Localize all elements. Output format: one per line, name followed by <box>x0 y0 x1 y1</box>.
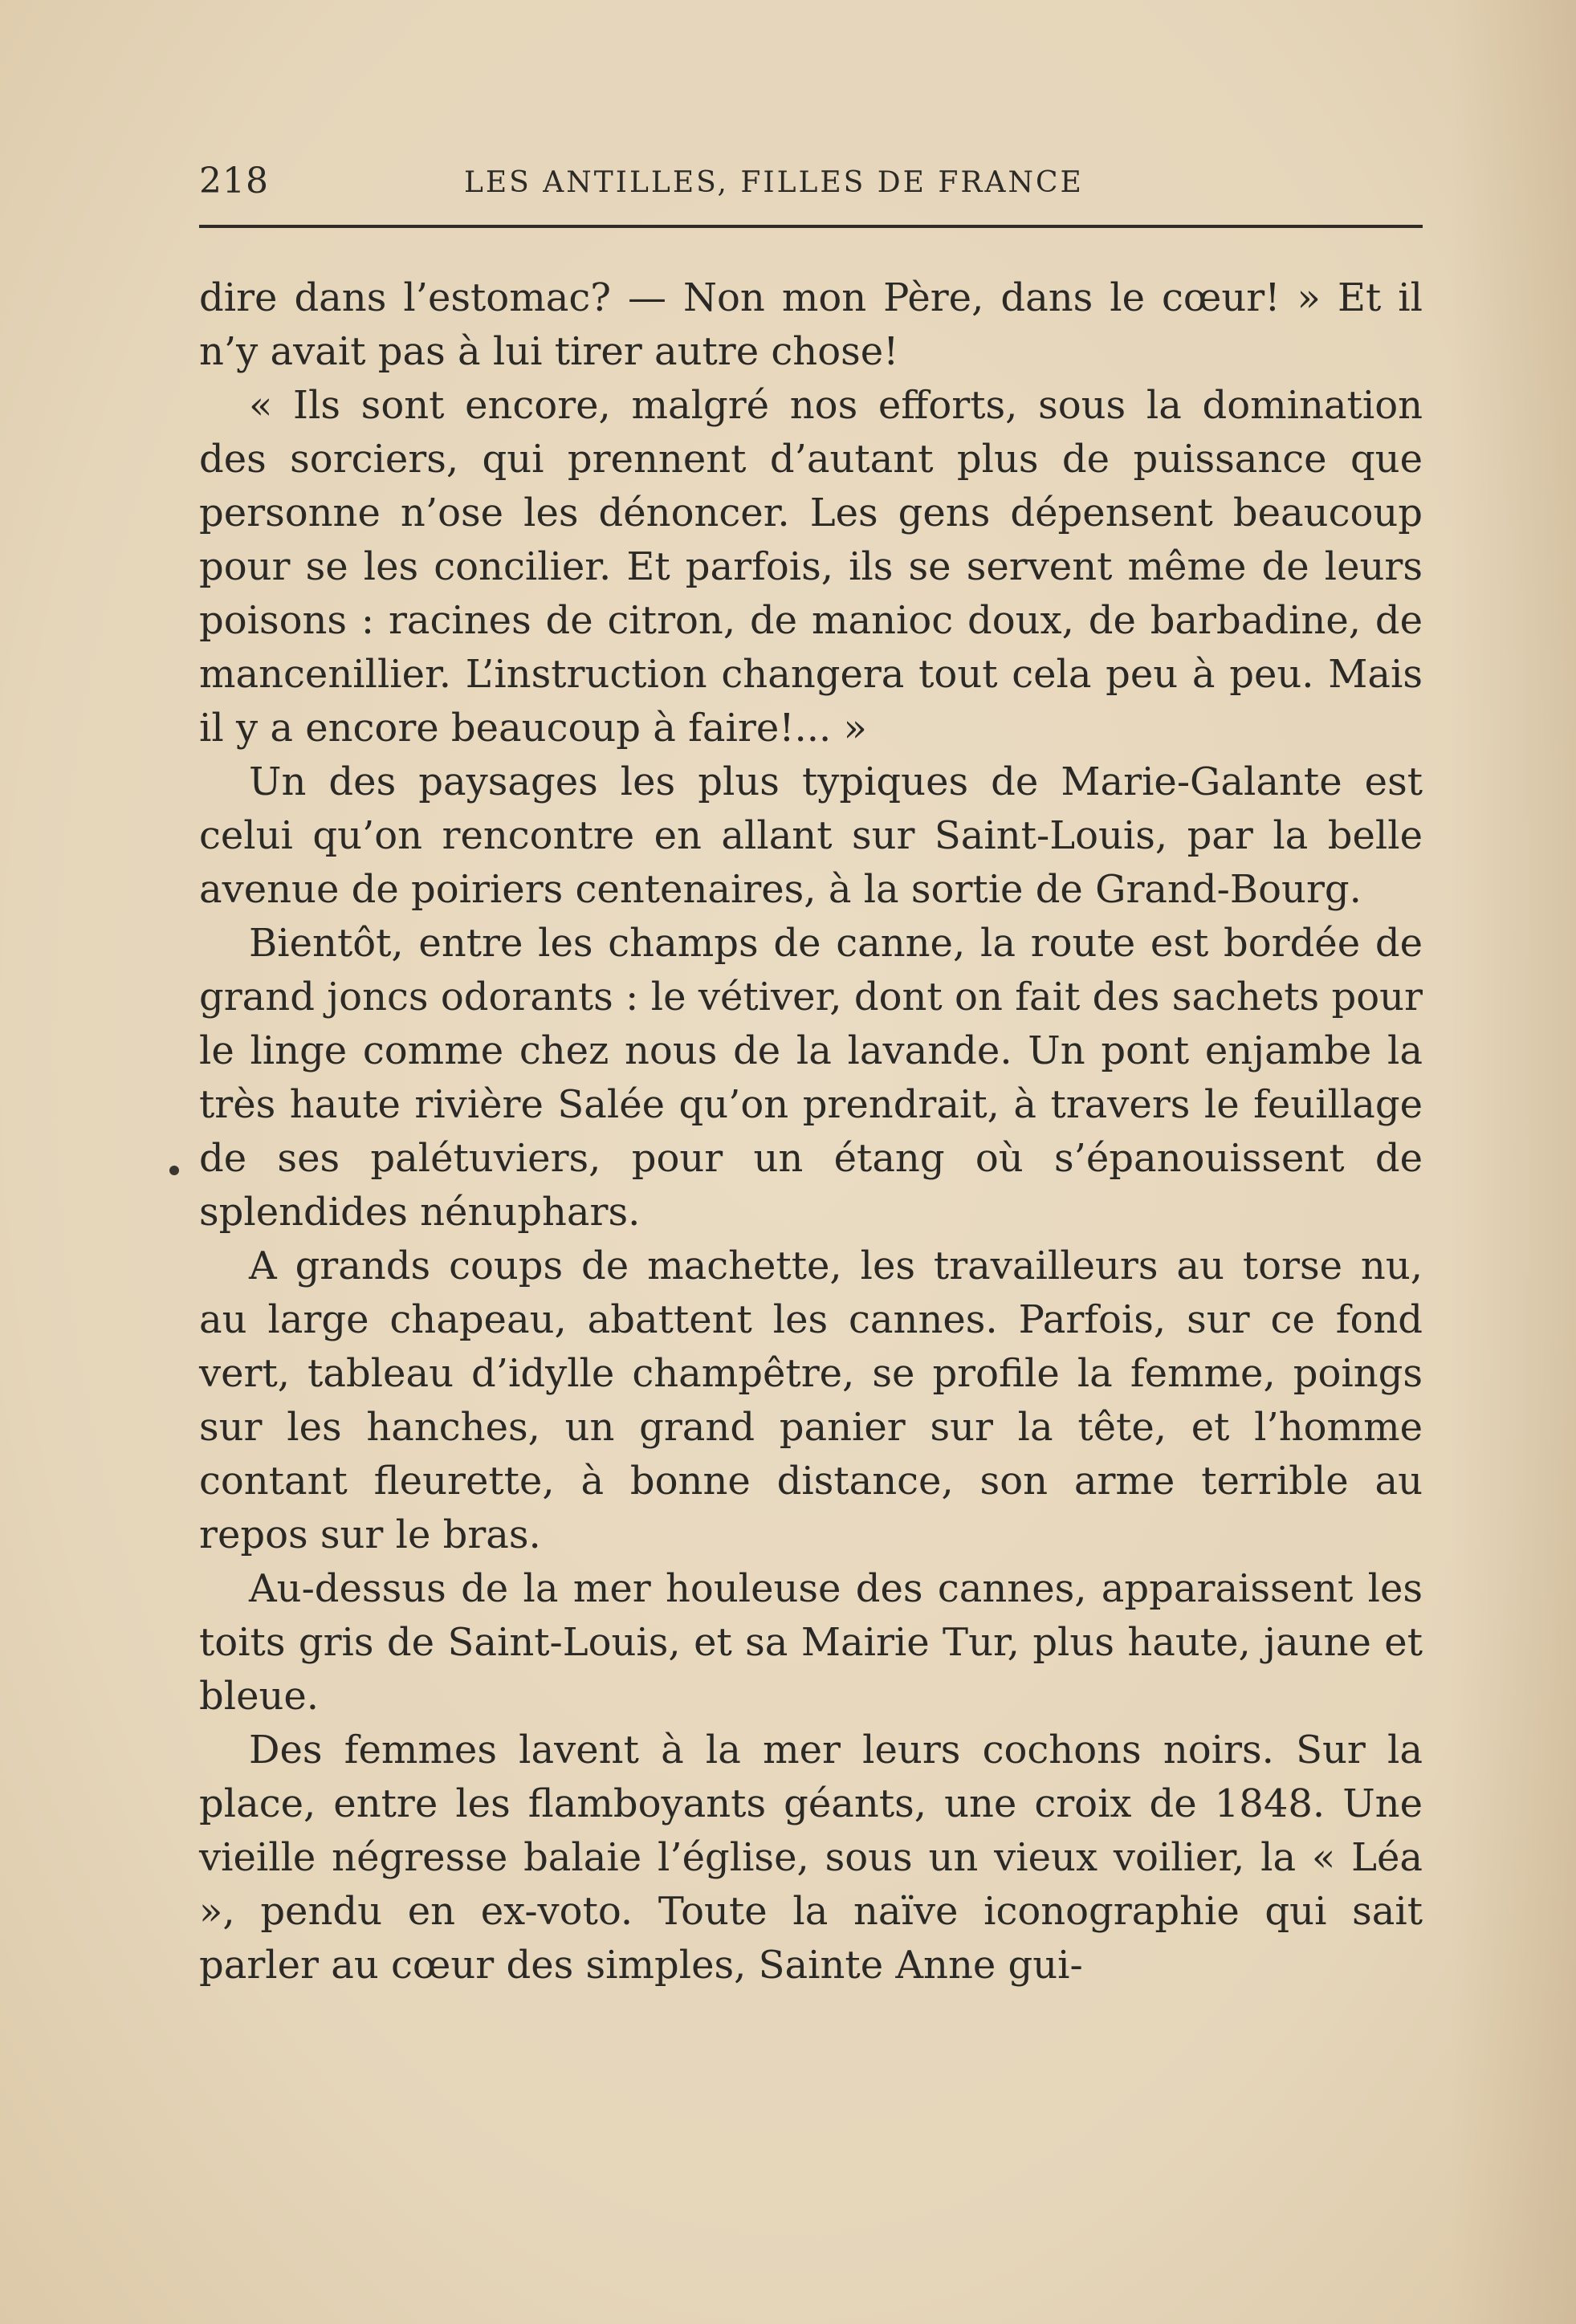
header-rule <box>199 225 1423 228</box>
running-title: LES ANTILLES, FILLES DE FRANCE <box>464 166 1084 199</box>
paragraph: Des femmes lavent à la mer leurs cochons noirs. Sur la place, entre les flamboyants géants, une croix de 1848. Une vieille négresse balaie l’église, sous un vieux voilier, la « Léa », pendu en ex-voto. Toute la naïve iconographie qui sait parler au cœur des simples, Sainte Anne gui- <box>199 1728 1423 1988</box>
page-header <box>199 157 1423 206</box>
page-number: 218 <box>199 161 269 201</box>
paragraph: Un des paysages les plus typiques de Marie-Galante est celui qu’on rencontre en allant sur Saint-Louis, par la belle avenue de poiriers centenaires, à la sortie de Grand-Bourg. <box>199 759 1423 912</box>
paragraph-continued: dire dans l’estomac? — Non mon Père, dans le cœur! » Et il n’y avait pas à lui tirer autre chose! <box>199 275 1423 374</box>
paragraph: Au-dessus de la mer houleuse des cannes, apparaissent les toits gris de Saint-Louis, et sa Mairie Tur, plus haute, jaune et bleue. <box>199 1566 1423 1719</box>
paragraph: A grands coups de machette, les travailleurs au torse nu, au large chapeau, abattent les cannes. Parfois, sur ce fond vert, tableau d’idylle champêtre, se profile la femme, poings sur les hanches, un grand panier sur la tête, et l’homme contant fleurette, à bonne distance, son arme terrible au repos sur le bras. <box>199 1243 1423 1557</box>
paragraph: Bientôt, entre les champs de canne, la route est bordée de grand joncs odorants : le vétiver, dont on fait des sachets pour le linge comme chez nous de la lavande. Un pont enjambe la très haute rivière Salée qu’on prendrait, à travers le feuillage de ses palétuviers, pour un étang où s’épanouissent de splendides nénuphars. <box>199 921 1423 1235</box>
body-text <box>199 271 1423 1992</box>
paragraph: « Ils sont encore, malgré nos efforts, sous la domination des sorciers, qui prennent d’autant plus de puissance que personne n’ose les dénoncer. Les gens dépensent beaucoup pour se les concilier. Et parfois, ils se servent même de leurs poisons : racines de citron, de manioc doux, de barbadine, de mancenillier. L’instruction changera tout cela peu à peu. Mais il y a encore beaucoup à faire!... » <box>199 383 1423 751</box>
margin-mark <box>169 1166 179 1175</box>
